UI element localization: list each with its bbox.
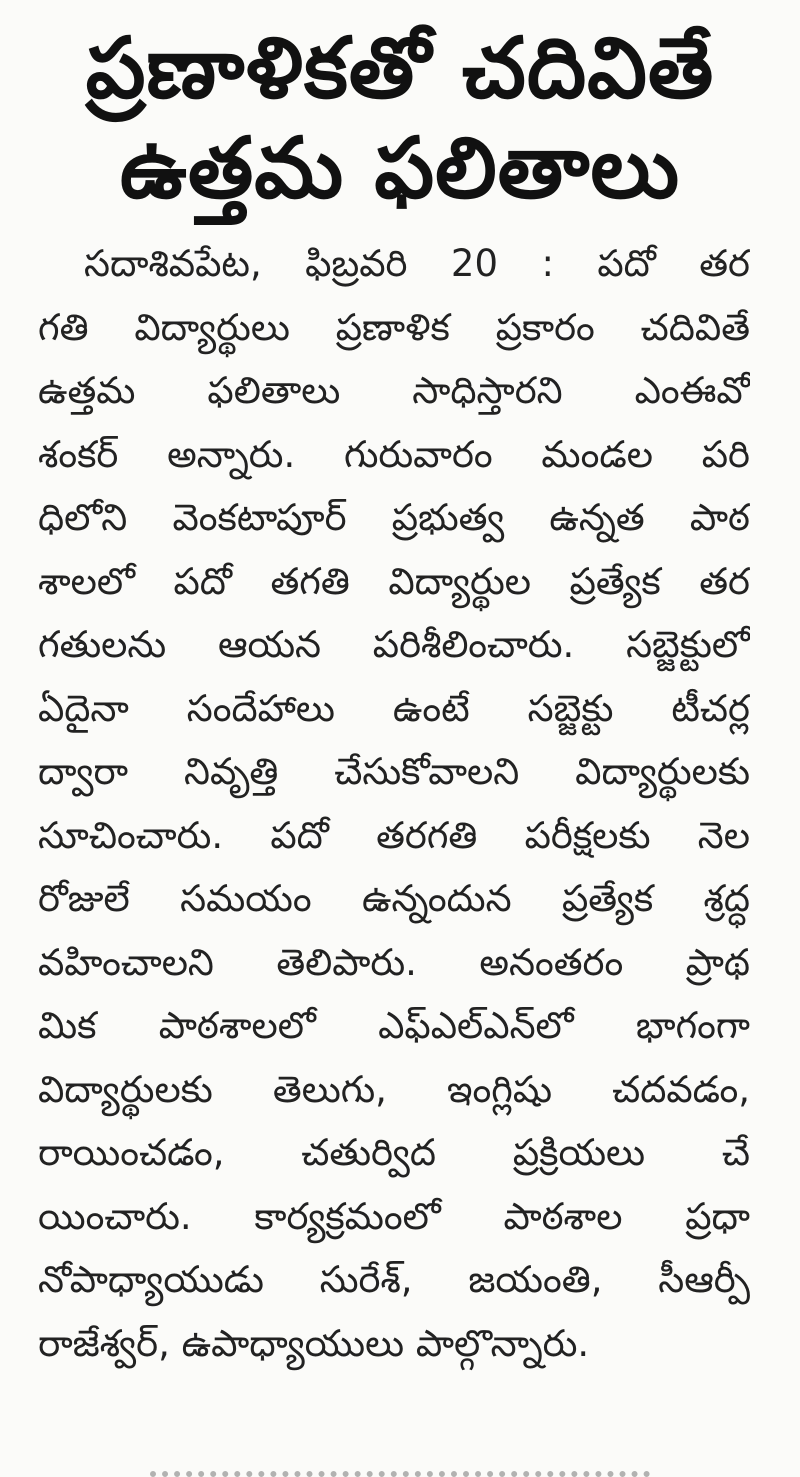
article-line: ఏదైనా సందేహాలు ఉంటే సబ్జెక్టు టీచర్ల [38,686,750,730]
article-line: ద్వారా నివృత్తి చేసుకోవాలని విద్యార్థులకు [38,750,750,793]
article-line: యించారు. కార్యక్రమంలో పాఠశాల ప్రధా [38,1194,750,1238]
article-line: రాయించడం, చతుర్విద ప్రక్రియలు చే [38,1131,750,1174]
article-line: శంకర్ అన్నారు. గురువారం మండల పరి [38,432,750,476]
article-line: రోజులే సమయం ఉన్నందున ప్రత్యేక శ్రద్ధ [38,877,750,920]
article-line: గతి విద్యార్థులు ప్రణాళిక ప్రకారం చదివితే [38,305,750,349]
article-line: గతులను ఆయన పరిశీలించారు. సబ్జెక్టులో [38,623,750,666]
article-line: వహించాలని తెలిపారు. అనంతరం ప్రాథ [38,940,750,984]
article-line: నోపాధ్యాయుడు సురేశ్, జయంతి, సీఆర్పీ [38,1258,750,1301]
article-line: మిక పాఠశాలలో ఎఫ్ఎల్ఎన్‌లో భాగంగా [38,1004,750,1047]
cropped-next-line-fragment [150,1458,650,1477]
headline-line-2: ఉత్తమ ఫలితాలు [119,119,681,217]
article-line: శాలలో పదో తగతి విద్యార్థుల ప్రత్యేక తర [38,559,750,603]
article-line: సదాశివపేట, ఫిబ్రవరి 20 : పదో తర [84,242,750,285]
article-line: రాజేశ్వర్, ఉపాధ్యాయులు పాల్గొన్నారు. [38,1321,590,1365]
article-line: విద్యార్థులకు తెలుగు, ఇంగ్లిషు చదవడం, [38,1067,750,1111]
article-line: ధిలోని వెంకటాపూర్ ప్రభుత్వ ఉన్నత పాఠ [38,496,750,539]
headline-line-1: ప్రణాళికతో చదివితే [85,19,715,117]
article-line: ఉత్తమ ఫలితాలు సాధిస్తారని ఎంఈవో [38,369,750,412]
article-body [38,232,750,1375]
article-line: సూచించారు. పదో తరగతి పరీక్షలకు నెల [38,813,750,857]
